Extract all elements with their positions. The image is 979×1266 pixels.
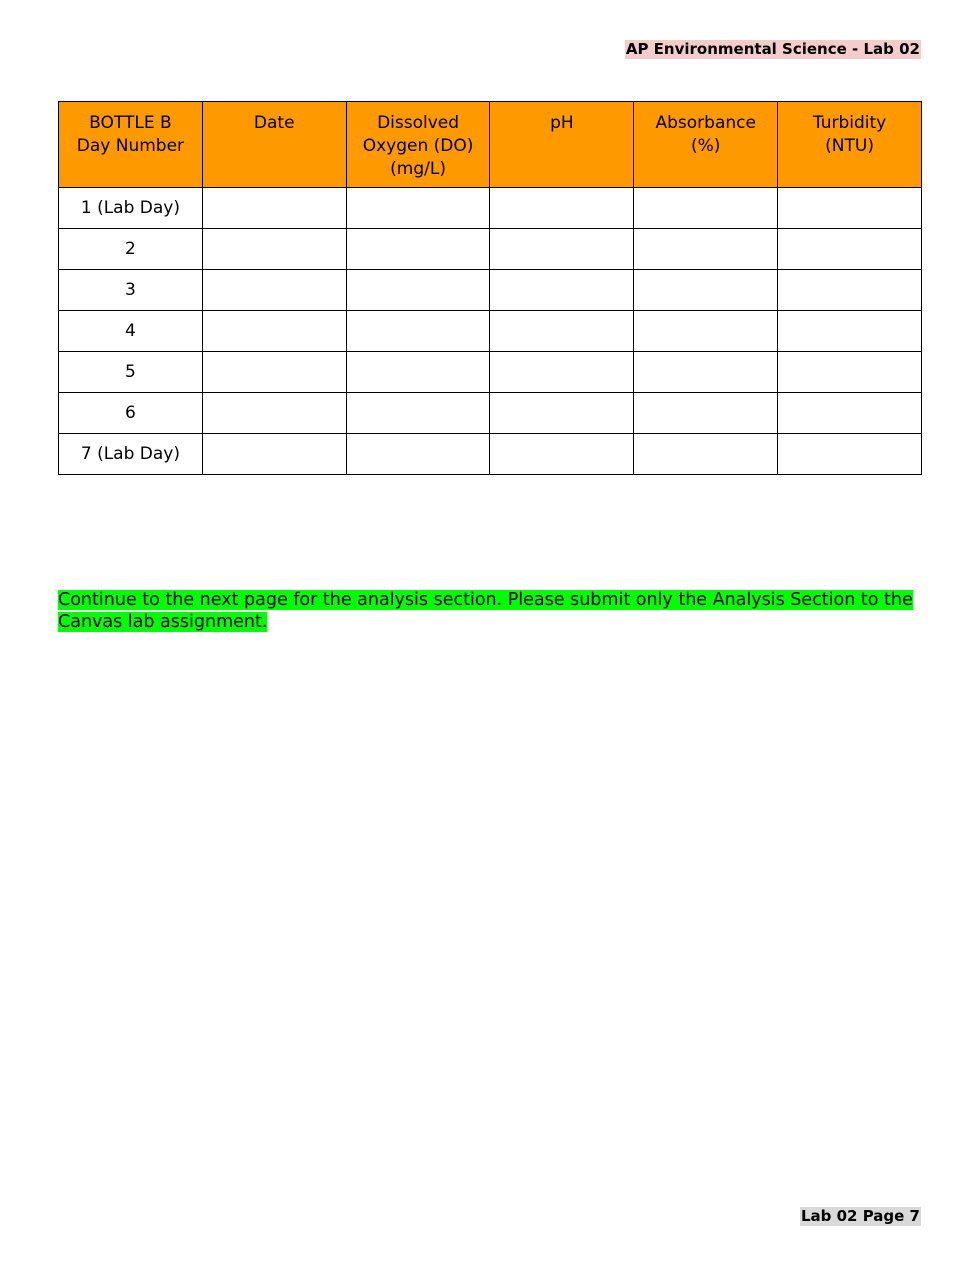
table-body <box>59 188 922 475</box>
day-number-cell: 2 <box>59 229 203 270</box>
analysis-notice <box>58 589 922 633</box>
document-header-title: AP Environmental Science - Lab 02 <box>625 40 920 58</box>
column-header-ph <box>490 102 634 188</box>
column-header-line: Day Number <box>76 136 185 156</box>
ph-cell[interactable] <box>490 352 634 393</box>
absorbance-cell[interactable] <box>634 270 778 311</box>
table-header <box>59 102 922 188</box>
day-number-cell: 7 (Lab Day) <box>59 434 203 475</box>
absorbance-cell[interactable] <box>634 352 778 393</box>
ph-cell[interactable] <box>490 311 634 352</box>
ph-cell[interactable] <box>490 393 634 434</box>
column-header-line: Oxygen (DO) <box>362 136 474 156</box>
table-header-row <box>59 102 922 188</box>
date-cell[interactable] <box>202 229 346 270</box>
absorbance-cell[interactable] <box>634 311 778 352</box>
day-number-cell: 1 (Lab Day) <box>59 188 203 229</box>
column-header-absorbance <box>634 102 778 188</box>
column-header-line: (%) <box>691 136 721 156</box>
dissolved-oxygen-cell[interactable] <box>346 188 490 229</box>
column-header-line: Date <box>253 113 295 133</box>
ph-cell[interactable] <box>490 270 634 311</box>
dissolved-oxygen-cell[interactable] <box>346 393 490 434</box>
day-number-cell: 4 <box>59 311 203 352</box>
column-header-line: pH <box>550 113 574 133</box>
date-cell[interactable] <box>202 311 346 352</box>
absorbance-cell[interactable] <box>634 393 778 434</box>
dissolved-oxygen-cell[interactable] <box>346 352 490 393</box>
dissolved-oxygen-cell[interactable] <box>346 229 490 270</box>
column-header-line: (NTU) <box>825 136 874 156</box>
column-header-line: (mg/L) <box>390 159 446 179</box>
turbidity-cell[interactable] <box>778 188 922 229</box>
date-cell[interactable] <box>202 352 346 393</box>
ph-cell[interactable] <box>490 229 634 270</box>
ph-cell[interactable] <box>490 188 634 229</box>
day-number-cell: 6 <box>59 393 203 434</box>
dissolved-oxygen-cell[interactable] <box>346 434 490 475</box>
bottle-b-data-table <box>58 101 922 475</box>
turbidity-cell[interactable] <box>778 434 922 475</box>
turbidity-cell[interactable] <box>778 393 922 434</box>
table-row <box>59 270 922 311</box>
dissolved-oxygen-cell[interactable] <box>346 270 490 311</box>
column-header-line: Absorbance <box>655 113 756 133</box>
turbidity-cell[interactable] <box>778 270 922 311</box>
dissolved-oxygen-cell[interactable] <box>346 311 490 352</box>
column-header-day-number <box>59 102 203 188</box>
date-cell[interactable] <box>202 270 346 311</box>
column-header-dissolved-oxygen <box>346 102 490 188</box>
table-row <box>59 352 922 393</box>
analysis-notice-text: Continue to the next page for the analysis section. Please submit only the Analysis Section to the Canvas lab assignment. <box>58 590 913 632</box>
date-cell[interactable] <box>202 434 346 475</box>
absorbance-cell[interactable] <box>634 188 778 229</box>
table-row <box>59 188 922 229</box>
page-number-label: Lab 02 Page 7 <box>800 1207 920 1225</box>
absorbance-cell[interactable] <box>634 229 778 270</box>
day-number-cell: 3 <box>59 270 203 311</box>
column-header-line: Dissolved <box>377 113 460 133</box>
turbidity-cell[interactable] <box>778 311 922 352</box>
table-row <box>59 311 922 352</box>
turbidity-cell[interactable] <box>778 352 922 393</box>
absorbance-cell[interactable] <box>634 434 778 475</box>
ph-cell[interactable] <box>490 434 634 475</box>
turbidity-cell[interactable] <box>778 229 922 270</box>
day-number-cell: 5 <box>59 352 203 393</box>
column-header-turbidity <box>778 102 922 188</box>
column-header-line: BOTTLE B <box>89 113 172 133</box>
date-cell[interactable] <box>202 393 346 434</box>
table-row <box>59 393 922 434</box>
date-cell[interactable] <box>202 188 346 229</box>
column-header-date <box>202 102 346 188</box>
table-row <box>59 229 922 270</box>
column-header-line: Turbidity <box>812 113 887 133</box>
table-row <box>59 434 922 475</box>
